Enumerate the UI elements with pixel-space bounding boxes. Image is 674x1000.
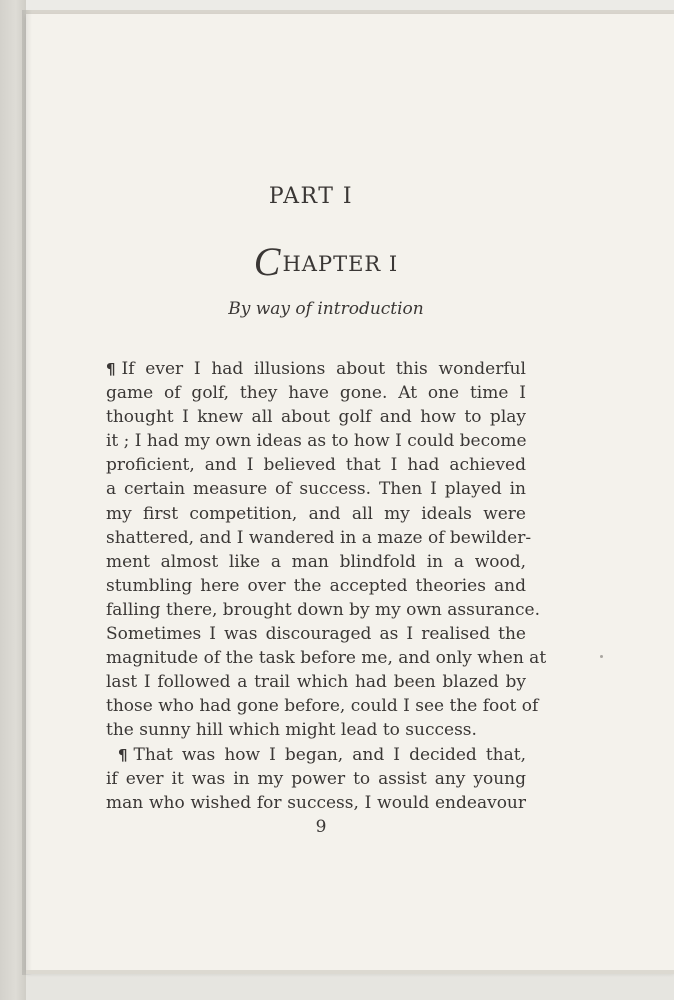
text-line: if ever it was in my power to assist any young [106, 768, 526, 789]
pilcrow-icon: ¶ [106, 360, 116, 378]
text-line: my first competition, and all my ideals were [106, 503, 526, 524]
text-line: a certain measure of success. Then I played in [106, 479, 526, 500]
body-text [106, 357, 547, 815]
page-bottom-edge [26, 970, 674, 974]
text-line: man who wished for success, I would endeavour [106, 792, 526, 813]
text-line: Sometimes I was discouraged as I realised the [106, 624, 526, 645]
part-heading: PART I [268, 184, 354, 209]
text-line: ment almost like a man blindfold in a wood, [106, 551, 526, 572]
text-line: last I followed a trail which had been blazed by [106, 672, 526, 693]
text-line: those who had gone before, could I see the foot of [106, 696, 539, 717]
text-line: shattered, and I wandered in a maze of bewilder- [106, 527, 532, 548]
text-line: proficient, and I believed that I had achieved [106, 455, 526, 476]
text-line: the sunny hill which might lead to success. [106, 720, 477, 741]
chapter-initial: C [253, 239, 282, 284]
text-line: ¶ That was how I began, and I decided that, [118, 744, 526, 765]
page-number: 9 [315, 817, 327, 837]
text-line: game of golf, they have gone. At one time I [106, 383, 526, 404]
chapter-subtitle: By way of introduction [228, 299, 424, 319]
chapter-title-rest: HAPTER I [282, 252, 399, 276]
text-line: falling there, brought down by my own assurance. [106, 599, 540, 620]
text-line: magnitude of the task before me, and only when at [106, 648, 547, 669]
text-line: stumbling here over the accepted theories and [106, 575, 526, 596]
text-line: thought I knew all about golf and how to play [106, 407, 526, 428]
text-line: ¶ If ever I had illusions about this wonderful [106, 359, 526, 379]
text-line: it ; I had my own ideas as to how I could become [106, 431, 527, 452]
pilcrow-icon: ¶ [118, 745, 128, 764]
paper-fleck [600, 655, 603, 658]
chapter-heading [26, 238, 626, 285]
